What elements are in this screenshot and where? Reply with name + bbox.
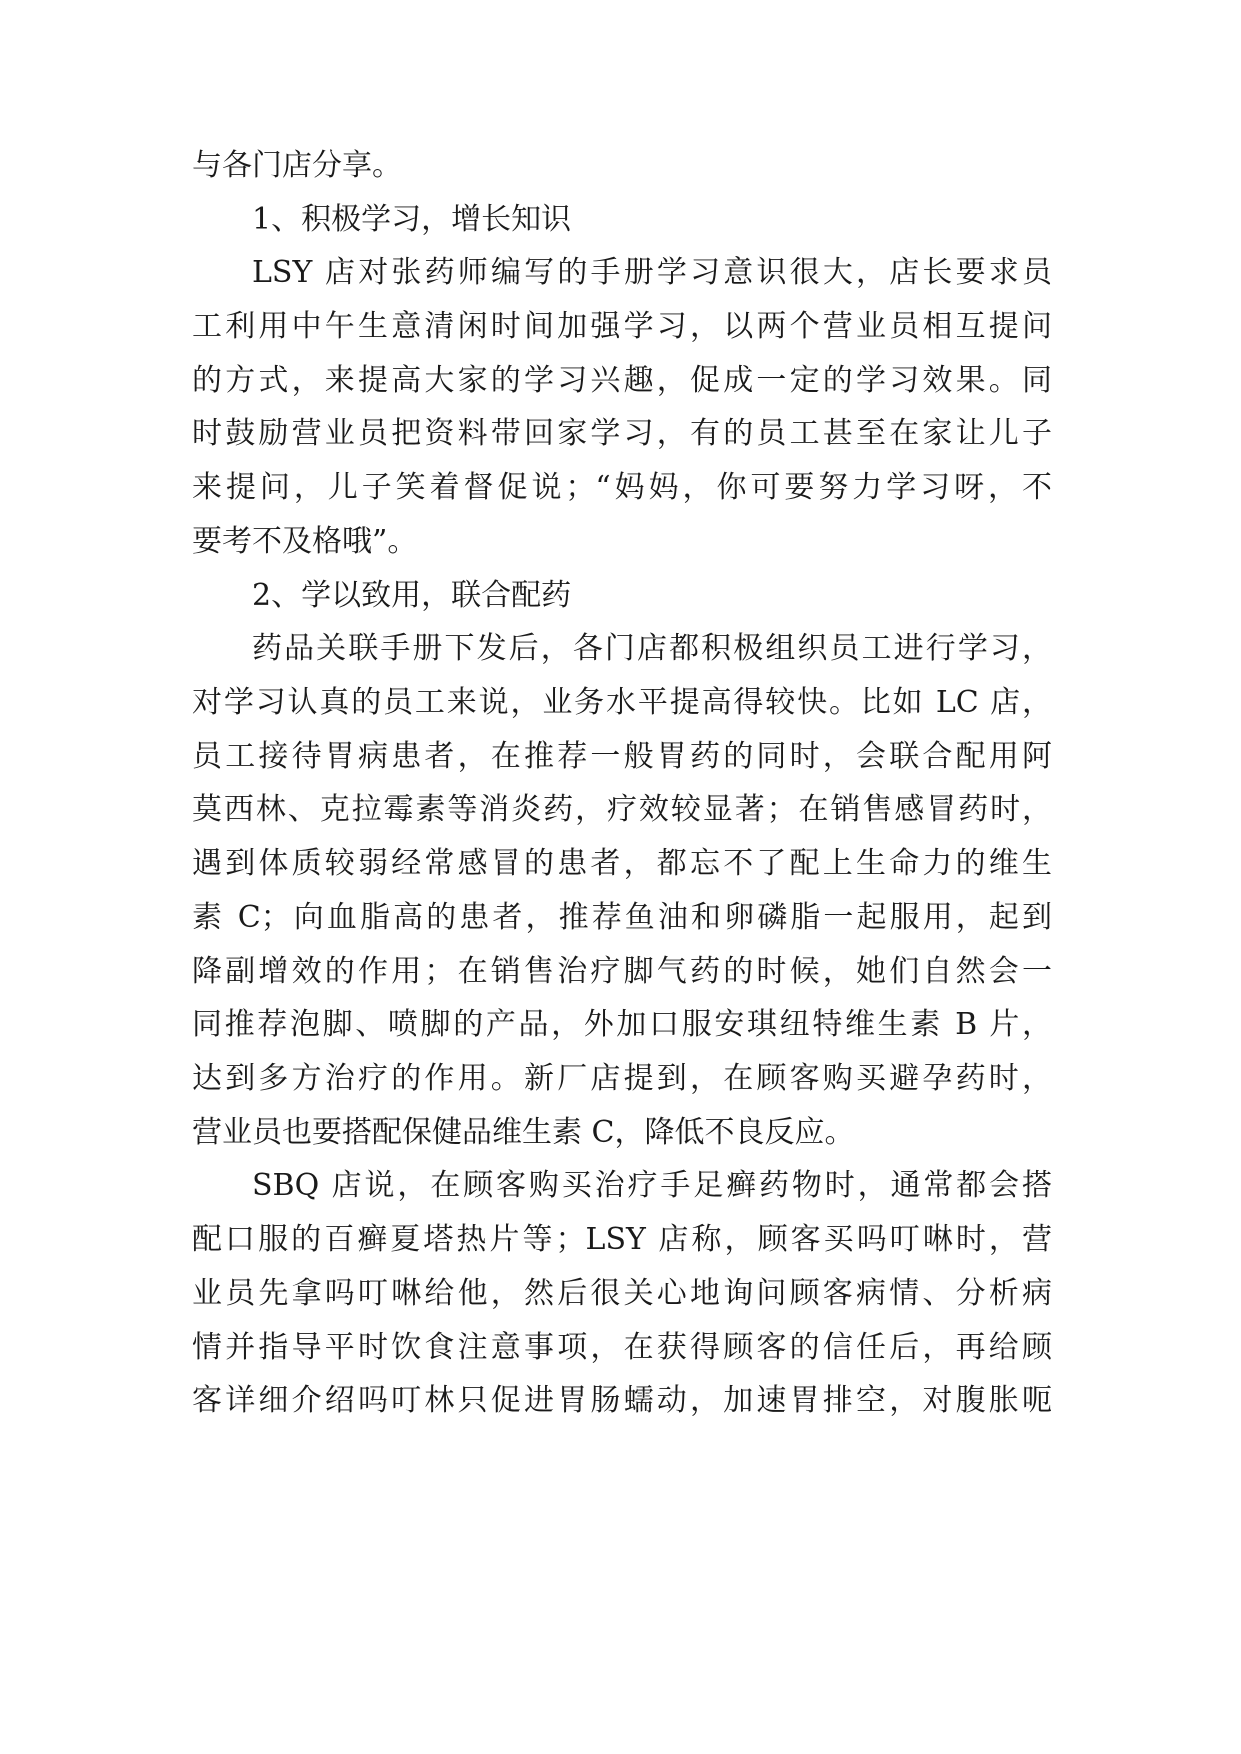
text-line: 来提问，儿子笑着督促说；“妈妈，你可要努力学习呀，不 <box>192 470 1052 505</box>
text-line: 配口服的百癣夏塔热片等；LSY 店称，顾客买吗叮啉时，营 <box>192 1222 1052 1257</box>
text-line: 员工接待胃病患者，在推荐一般胃药的同时，会联合配用阿 <box>192 739 1052 774</box>
section-heading: 1、积极学习，增长知识 <box>252 202 572 237</box>
text-line: 药品关联手册下发后，各门店都积极组织员工进行学习， <box>252 631 1052 666</box>
text-line: 达到多方治疗的作用。新厂店提到，在顾客购买避孕药时， <box>192 1061 1052 1096</box>
text-line: 与各门店分享。 <box>192 148 402 183</box>
text-line: 降副增效的作用；在销售治疗脚气药的时候，她们自然会一 <box>192 954 1052 989</box>
text-line: 工利用中午生意清闲时间加强学习，以两个营业员相互提问 <box>192 309 1052 344</box>
text-line: 同推荐泡脚、喷脚的产品，外加口服安琪纽特维生素 B 片， <box>192 1007 1052 1042</box>
text-line: 莫西林、克拉霉素等消炎药，疗效较显著；在销售感冒药时， <box>192 792 1052 827</box>
text-line: 营业员也要搭配保健品维生素 C，降低不良反应。 <box>192 1115 855 1150</box>
text-line: 业员先拿吗叮啉给他，然后很关心地询问顾客病情、分析病 <box>192 1276 1052 1311</box>
text-line: 对学习认真的员工来说，业务水平提高得较快。比如 LC 店， <box>192 685 1052 720</box>
text-line: 情并指导平时饮食注意事项，在获得顾客的信任后，再给顾 <box>192 1330 1052 1365</box>
text-line: 素 C；向血脂高的患者，推荐鱼油和卵磷脂一起服用，起到 <box>192 900 1052 935</box>
text-line: 要考不及格哦”。 <box>192 524 418 559</box>
text-line: 客详细介绍吗叮林只促进胃肠蠕动，加速胃排空，对腹胀呃 <box>192 1383 1052 1418</box>
text-line: SBQ 店说，在顾客购买治疗手足癣药物时，通常都会搭 <box>252 1168 1052 1203</box>
text-line: 遇到体质较弱经常感冒的患者，都忘不了配上生命力的维生 <box>192 846 1052 881</box>
section-heading: 2、学以致用，联合配药 <box>252 578 572 613</box>
text-line: 的方式，来提高大家的学习兴趣，促成一定的学习效果。同 <box>192 363 1052 398</box>
text-line: LSY 店对张药师编写的手册学习意识很大，店长要求员 <box>252 255 1052 290</box>
text-line: 时鼓励营业员把资料带回家学习，有的员工甚至在家让儿子 <box>192 416 1052 451</box>
